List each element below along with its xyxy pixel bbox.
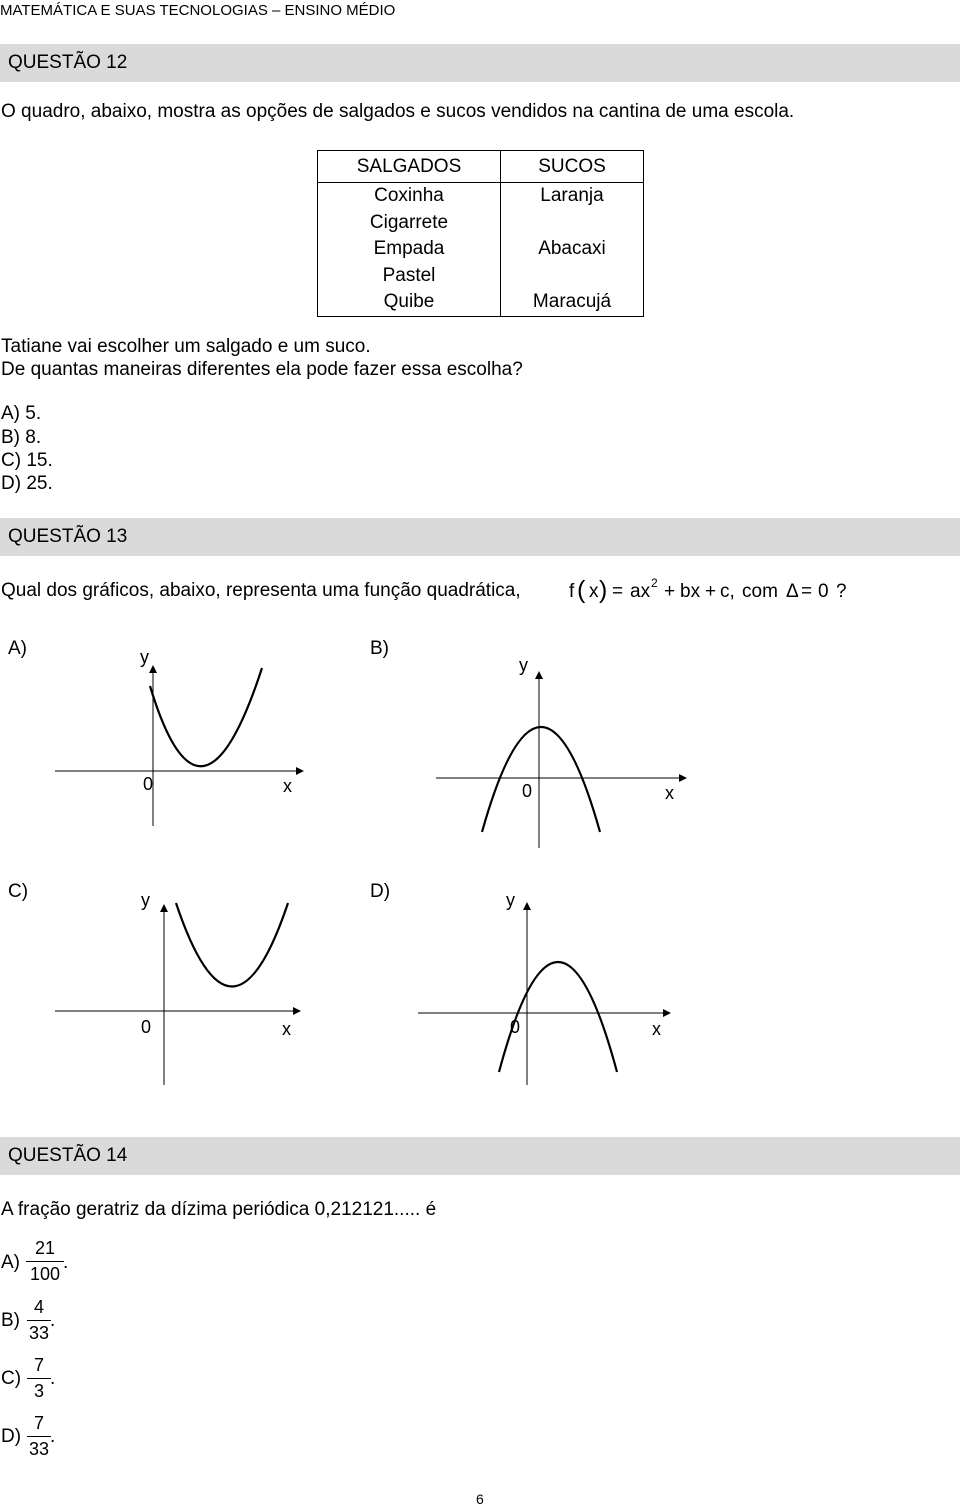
question-14-option-b-fraction[interactable] (27, 1297, 51, 1344)
fraction-bar (27, 1436, 51, 1437)
graph-a[interactable] (8, 638, 303, 826)
formula-question-mark: ? (836, 581, 847, 602)
quadratic-formula (569, 576, 847, 604)
graph-c[interactable] (8, 881, 300, 1085)
question-14-option-c[interactable]: C) (1, 1368, 22, 1389)
question-14-option-a[interactable]: A) (1, 1252, 20, 1273)
page-header: MATEMÁTICA E SUAS TECNOLOGIAS – ENSINO MÉDIO (0, 2, 396, 19)
question-12-option-c[interactable]: C) 15. (1, 450, 53, 471)
graph-b-label: B) (370, 638, 389, 659)
formula-ax: ax (630, 581, 651, 602)
fraction-period: . (63, 1252, 69, 1273)
fraction-period: . (50, 1426, 56, 1447)
graph-a-label: A) (8, 638, 27, 659)
graph-b-origin: 0 (522, 781, 533, 801)
table-cell: Coxinha (318, 183, 501, 210)
graph-b[interactable] (370, 638, 686, 848)
question-13-prompt: Qual dos gráficos, abaixo, representa uma função quadrática, (1, 580, 521, 601)
formula-delta: Δ (786, 581, 799, 602)
fraction-numerator: 7 (33, 1413, 44, 1433)
question-12-line-2: De quantas maneiras diferentes ela pode fazer essa escolha? (1, 359, 523, 380)
fraction-bar (27, 1320, 51, 1321)
fraction-period: . (50, 1368, 56, 1389)
graph-d[interactable] (370, 881, 670, 1085)
question-14-title: QUESTÃO 14 (8, 1145, 128, 1166)
formula-exponent: 2 (651, 576, 658, 590)
graph-a-origin: 0 (143, 774, 154, 794)
graph-c-label: C) (8, 881, 29, 902)
table-cell: Pastel (318, 263, 501, 290)
formula-plus-1: + (664, 581, 676, 602)
fraction-denominator: 33 (28, 1323, 50, 1343)
question-12-intro: O quadro, abaixo, mostra as opções de salgados e sucos vendidos na cantina de uma escola. (1, 101, 795, 122)
question-12-option-b[interactable]: B) 8. (1, 427, 42, 448)
fraction-denominator: 33 (28, 1439, 50, 1459)
fraction-bar (27, 1378, 51, 1379)
question-13-title: QUESTÃO 13 (8, 526, 128, 547)
fraction-period: . (50, 1310, 56, 1331)
graph-d-label: D) (370, 881, 391, 902)
graph-a-x-label: x (283, 776, 292, 796)
graph-c-x-label: x (282, 1019, 291, 1039)
question-12-title: QUESTÃO 12 (8, 52, 128, 73)
formula-lparen: ( (577, 576, 586, 604)
fraction-denominator: 3 (33, 1381, 44, 1401)
graph-d-y-label: y (506, 890, 515, 910)
fraction-bar (26, 1261, 64, 1262)
graph-a-parabola (150, 668, 262, 766)
graph-c-origin: 0 (141, 1017, 152, 1037)
graph-c-parabola (176, 903, 288, 987)
table-cell: Laranja (501, 183, 644, 210)
column-header-salgados: SALGADOS (318, 151, 501, 183)
formula-zero: 0 (818, 581, 829, 602)
graph-b-x-label: x (665, 783, 674, 803)
question-14-option-d-fraction[interactable] (27, 1413, 51, 1460)
question-14-prompt: A fração geratriz da dízima periódica 0,212121..... é (1, 1199, 437, 1220)
graph-a-y-label: y (140, 647, 149, 667)
graph-b-y-label: y (519, 655, 528, 675)
question-12-line-1: Tatiane vai escolher um salgado e um suco. (1, 336, 371, 357)
table-cell: Abacaxi (501, 236, 644, 263)
table-cell: Quibe (318, 289, 501, 316)
formula-rparen: ) (599, 576, 608, 604)
fraction-numerator: 4 (33, 1297, 44, 1317)
question-14-option-d[interactable]: D) (1, 1426, 22, 1447)
question-14-option-a-fraction[interactable] (26, 1238, 64, 1285)
formula-eq-2: = (801, 581, 813, 602)
fraction-denominator: 100 (29, 1264, 61, 1284)
question-12-option-a[interactable]: A) 5. (1, 403, 42, 424)
table-cell: Maracujá (501, 289, 644, 316)
graph-d-x-label: x (652, 1019, 661, 1039)
question-14-bar (0, 1137, 960, 1175)
graph-d-origin: 0 (510, 1017, 521, 1037)
question-14-option-b[interactable]: B) (1, 1310, 20, 1331)
fraction-numerator: 21 (34, 1238, 56, 1258)
formula-x: x (589, 581, 599, 602)
column-header-sucos: SUCOS (501, 151, 644, 183)
formula-f: f (569, 581, 575, 602)
formula-c: c, (720, 581, 735, 602)
question-12-option-d[interactable]: D) 25. (1, 473, 53, 494)
formula-plus-2: + (705, 581, 717, 602)
page-number: 6 (476, 1491, 484, 1507)
formula-bx: bx (680, 581, 701, 602)
formula-com: com (742, 581, 778, 602)
formula-eq: = (612, 581, 624, 602)
graph-b-parabola (482, 727, 600, 832)
table-cell: Empada (318, 236, 501, 263)
table-cell: Cigarrete (318, 210, 501, 237)
fraction-numerator: 7 (33, 1355, 44, 1375)
question-14-option-c-fraction[interactable] (27, 1355, 51, 1402)
graph-c-y-label: y (141, 890, 150, 910)
